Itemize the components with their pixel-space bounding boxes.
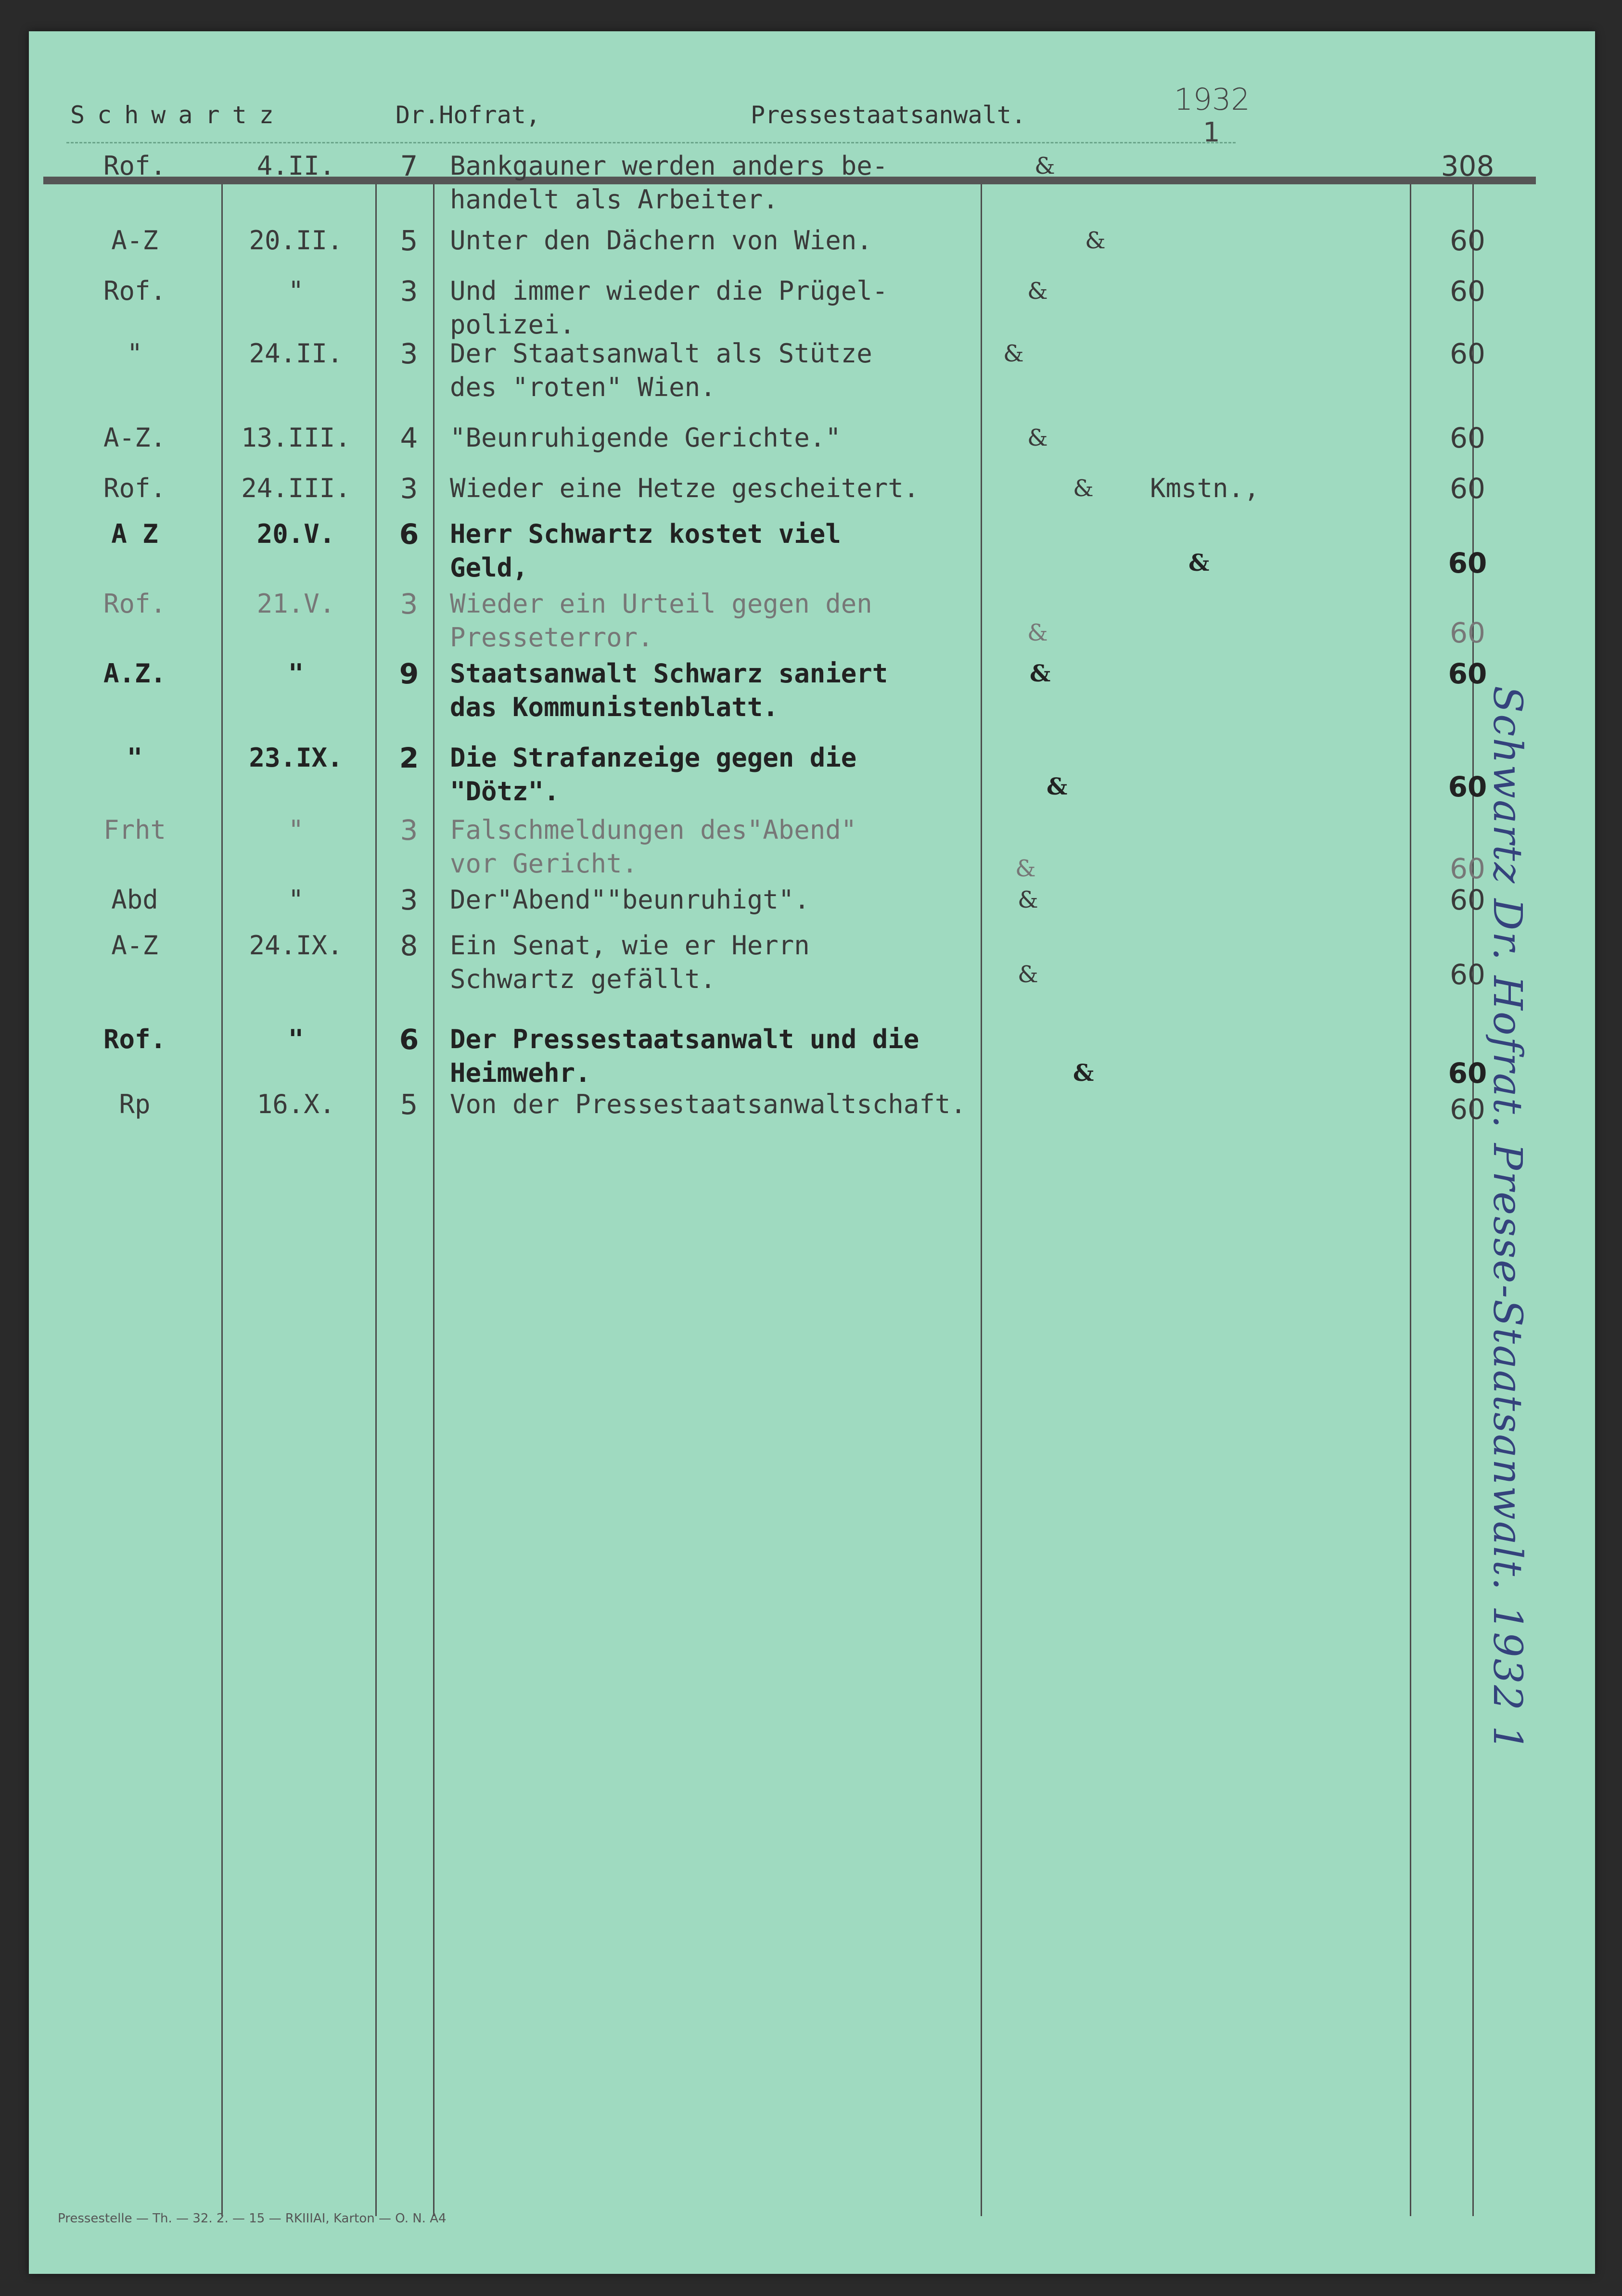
entry-title-line: Staatsanwalt Schwarz saniert (450, 658, 888, 689)
entry-source: A-Z (111, 930, 158, 961)
column-divider-page (433, 184, 434, 2216)
entry-date: 24.III. (241, 473, 351, 503)
entry-amount: 60 (1448, 770, 1487, 803)
entry-mark: & (1073, 1060, 1094, 1087)
entry-page: 3 (400, 472, 418, 505)
header-dotted-line (66, 142, 1236, 143)
entry-note: Kmstn., (1150, 473, 1260, 503)
entry-date: 24.II. (249, 338, 343, 369)
entry-page: 8 (400, 929, 418, 962)
entry-date: 16.X. (256, 1089, 335, 1119)
entry-page: 3 (400, 814, 418, 847)
entry-title-line: Von der Pressestaatsanwaltschaft. (450, 1089, 966, 1119)
entry-title-line: polizei. (450, 309, 575, 340)
entry-title (450, 517, 841, 585)
entry-source: Rof. (103, 151, 166, 181)
entry-source: A-Z. (103, 423, 166, 453)
entry-amount: 60 (1448, 547, 1487, 579)
entry-date: 24.IX. (249, 930, 343, 961)
entry-source: " (127, 338, 143, 369)
entry-title (450, 657, 888, 724)
entry-mark: & (1035, 153, 1055, 180)
entry-mark: & (1027, 278, 1048, 305)
entry-title-line: Bankgauner werden anders be- (450, 151, 888, 181)
entry-amount: 60 (1450, 958, 1485, 991)
entry-page: 6 (399, 1023, 419, 1056)
entry-title-line: des "roten" Wien. (450, 372, 716, 402)
entry-title-line: handelt als Arbeiter. (450, 184, 779, 215)
entry-title-line: Schwartz gefällt. (450, 964, 716, 994)
entry-amount: 60 (1450, 852, 1485, 885)
header-name: Schwartz (70, 101, 286, 129)
entry-mark: & (1018, 961, 1038, 988)
entry-source: Rp (119, 1089, 151, 1119)
entry-title (450, 472, 919, 505)
entry-date: " (288, 658, 304, 689)
entry-title-line: Ein Senat, wie er Herrn (450, 930, 810, 961)
entry-source: " (127, 743, 143, 773)
column-divider-note (1410, 184, 1411, 2216)
entry-page: 5 (400, 1088, 418, 1121)
header-title: Dr.Hofrat, (396, 101, 541, 129)
entry-amount: 60 (1450, 337, 1485, 370)
entry-page: 2 (399, 742, 419, 774)
entry-source: Rof. (103, 589, 166, 619)
entry-amount: 60 (1450, 275, 1485, 308)
entry-source: A-Z (111, 225, 158, 256)
entry-page: 9 (399, 657, 419, 690)
entry-source: Frht (103, 815, 166, 845)
entry-date: 4.II. (256, 151, 335, 181)
entry-amount: 60 (1448, 657, 1487, 690)
entry-mark: & (1073, 475, 1094, 502)
entry-source: A Z (111, 519, 158, 549)
entry-page: 3 (400, 884, 418, 916)
entry-title-line: Und immer wieder die Prügel- (450, 276, 888, 306)
entry-title (450, 337, 872, 404)
entry-title-line: Wieder ein Urteil gegen den (450, 589, 872, 619)
entry-date: 23.IX. (249, 743, 343, 773)
entry-page: 5 (400, 224, 418, 257)
entry-amount: 60 (1450, 1093, 1485, 1126)
entry-title-line: Presseterror. (450, 622, 653, 653)
entry-mark: & (1027, 424, 1048, 451)
entry-title-line: Herr Schwartz kostet viel (450, 519, 841, 549)
entry-title-line: Falschmeldungen des"Abend" (450, 815, 857, 845)
column-divider-title (981, 184, 982, 2216)
entry-title-line: Heimwehr. (450, 1058, 591, 1088)
entry-title (450, 1088, 966, 1121)
entry-page: 3 (400, 588, 418, 620)
entry-title (450, 929, 810, 996)
card-sheet (29, 31, 1595, 2274)
entry-title-line: Der"Abend""beunruhigt". (450, 885, 810, 915)
entry-source: Rof. (103, 276, 166, 306)
entry-date: " (288, 815, 304, 845)
entry-mark: & (1027, 619, 1048, 646)
header-sheet-number: 1 (1203, 117, 1220, 148)
margin-handwritten-note: Schwartz Dr. Hofrat. Presse-Staatsanwalt. 1932 1 (1484, 686, 1530, 1753)
entry-page: 7 (400, 150, 418, 182)
entry-date: 20.II. (249, 225, 343, 256)
entry-date: 13.III. (241, 423, 351, 453)
entry-source: Abd (111, 885, 158, 915)
entry-title-line: Geld, (450, 552, 528, 583)
entry-date: 20.V. (256, 519, 335, 549)
entry-title-line: "Dötz". (450, 776, 560, 807)
entry-date: " (288, 1024, 304, 1054)
entry-mark: & (1047, 773, 1068, 800)
entry-date: 21.V. (256, 589, 335, 619)
column-divider-date (375, 184, 377, 2216)
entry-title (450, 274, 888, 342)
entry-title-line: Der Pressestaatsanwalt und die (450, 1024, 920, 1054)
entry-amount: 308 (1441, 150, 1494, 182)
entry-title (450, 813, 856, 881)
entry-amount: 60 (1450, 472, 1485, 505)
entry-date: " (288, 885, 304, 915)
entry-page: 6 (399, 518, 419, 551)
entry-title (450, 224, 872, 257)
entry-title-line: Unter den Dächern von Wien. (450, 225, 872, 256)
entry-title-line: vor Gericht. (450, 848, 638, 879)
entry-page: 3 (400, 275, 418, 308)
entry-mark: & (1030, 660, 1051, 687)
entry-page: 3 (400, 337, 418, 370)
entry-source: A.Z. (103, 658, 166, 689)
entry-amount: 60 (1450, 616, 1485, 649)
entry-mark: & (1003, 340, 1024, 367)
entry-title-line: Wieder eine Hetze gescheitert. (450, 473, 920, 503)
entry-title (450, 883, 810, 917)
header-year: 1932 (1174, 82, 1250, 117)
entry-page: 4 (400, 422, 418, 454)
entry-title-line: "Beunruhigende Gerichte." (450, 423, 841, 453)
entry-amount: 60 (1450, 224, 1485, 257)
entry-mark: & (1018, 886, 1038, 913)
entry-source: Rof. (103, 473, 166, 503)
entry-title (450, 149, 888, 217)
entry-amount: 60 (1448, 1057, 1487, 1090)
form-footer: Pressestelle — Th. — 32. 2. — 15 — RKIIIAI, Karton — O. N. A4 (58, 2211, 447, 2226)
entry-title-line: Die Strafanzeige gegen die (450, 743, 857, 773)
entry-title (450, 1023, 919, 1090)
entry-mark: & (1015, 855, 1036, 882)
entry-title (450, 741, 856, 808)
entry-mark: & (1085, 227, 1106, 254)
header-role: Pressestaatsanwalt. (751, 101, 1026, 129)
entry-amount: 60 (1450, 422, 1485, 454)
entry-title (450, 587, 872, 654)
entry-amount: 60 (1450, 884, 1485, 916)
entry-mark: & (1188, 550, 1210, 577)
entry-title-line: Der Staatsanwalt als Stütze (450, 338, 872, 369)
entry-title (450, 421, 841, 455)
entry-date: " (288, 276, 304, 306)
entry-title-line: das Kommunistenblatt. (450, 692, 779, 722)
entry-source: Rof. (103, 1024, 166, 1054)
